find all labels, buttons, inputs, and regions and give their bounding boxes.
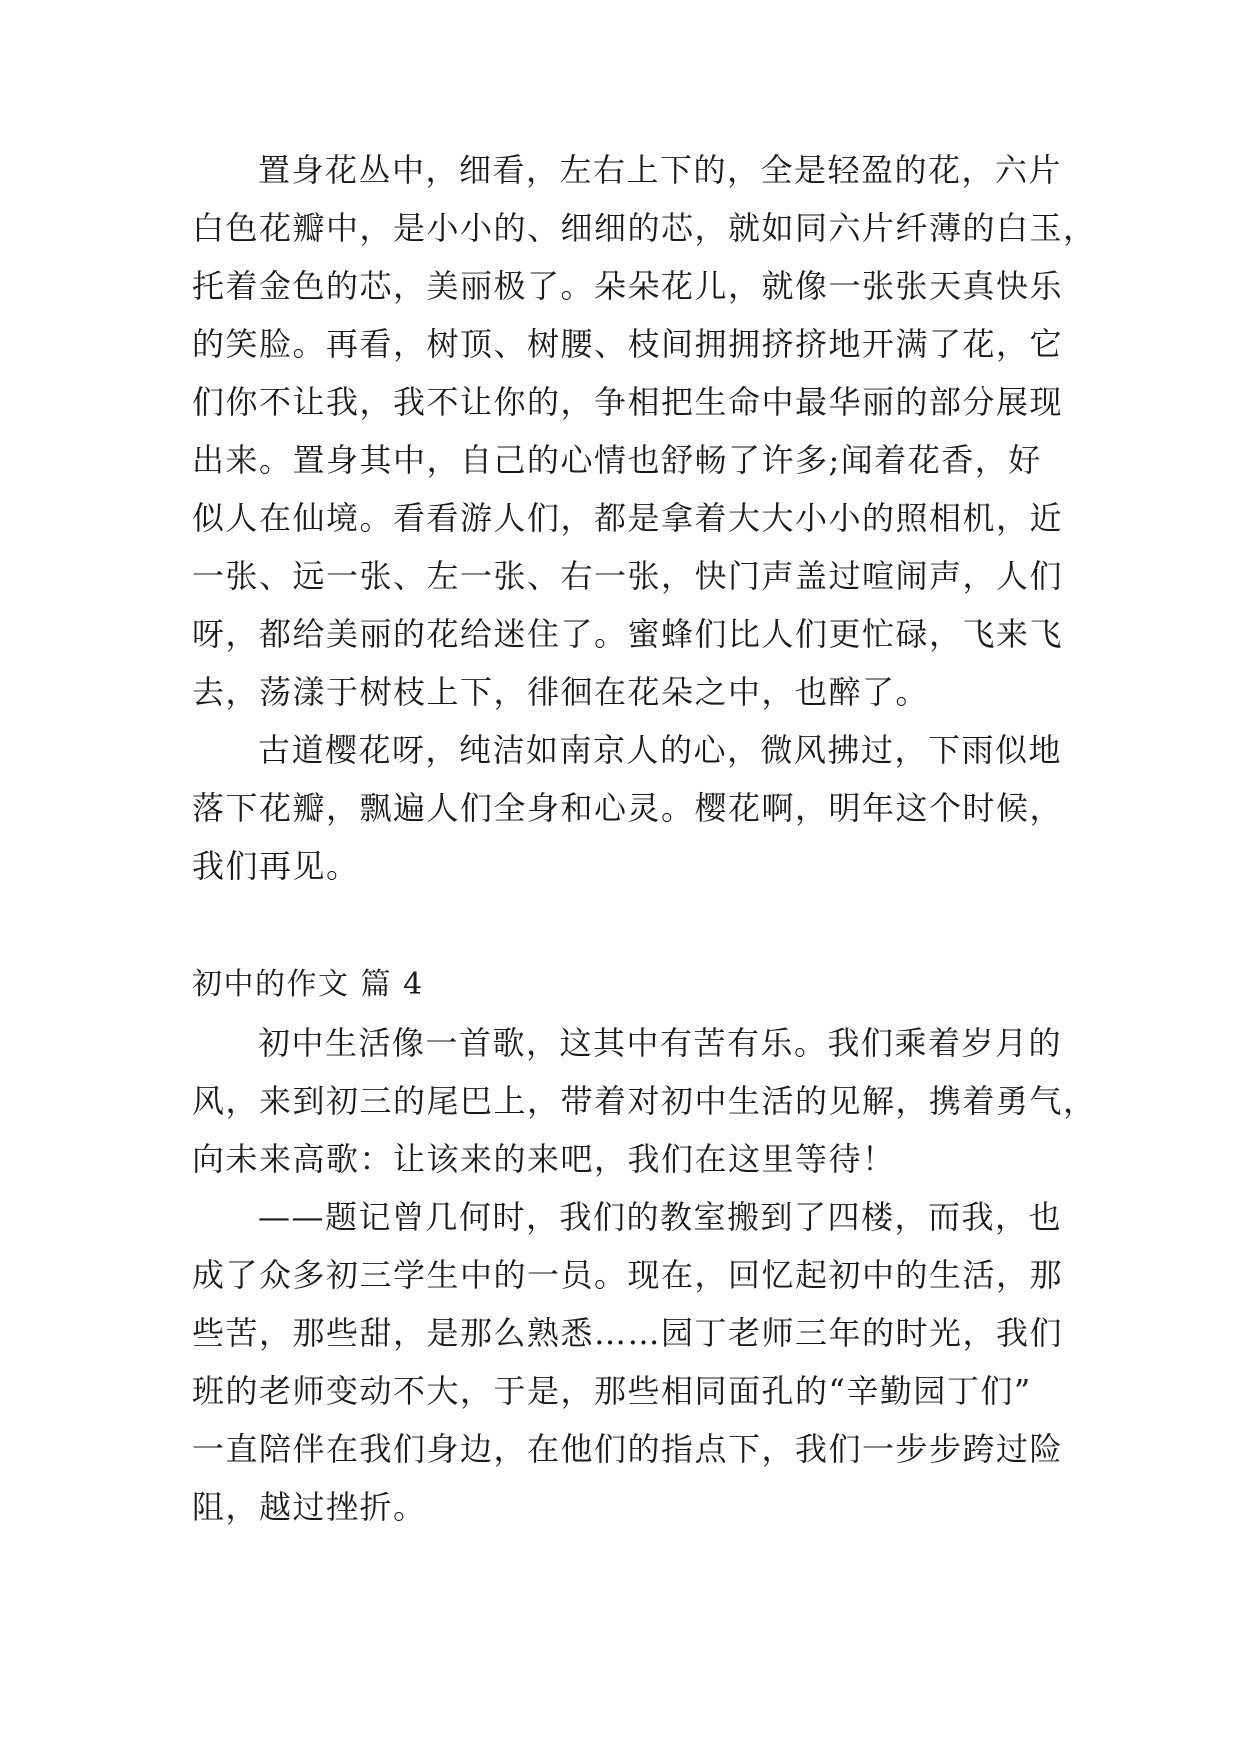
paragraph-4-line-5: 一直陪伴在我们身边，在他们的指点下，我们一步步跨过险 [192,1430,1064,1468]
paragraph-4-line-3: 些苦，那些甜，是那么熟悉……园丁老师三年的时光，我们 [192,1314,1064,1352]
paragraph-3-line-1: 初中生活像一首歌，这其中有苦有乐。我们乘着岁月的 [258,1024,1063,1062]
paragraph-4-line-2: 成了众多初三学生中的一员。现在，回忆起初中的生活，那 [192,1256,1064,1294]
paragraph-1-line-7: 似人在仙境。看看游人们，都是拿着大大小小的照相机，近 [192,499,1064,537]
paragraph-4-line-1: ——题记曾几何时，我们的教室搬到了四楼，而我，也 [258,1198,1063,1236]
paragraph-2-line-3: 我们再见。 [192,847,360,885]
section-heading: 初中的作文 篇 4 [192,967,424,1002]
paragraph-1-line-8: 一张、远一张、左一张、右一张，快门声盖过喧闹声，人们 [192,557,1064,595]
paragraph-4-line-6: 阻，越过挫折。 [192,1488,427,1526]
paragraph-1-line-6: 出来。置身其中，自己的心情也舒畅了许多;闻着花香，好 [192,441,1042,479]
paragraph-4-line-4: 班的老师变动不大，于是，那些相同面孔的“辛勤园丁们” [192,1372,1032,1410]
paragraph-1-line-4: 的笑脸。再看，树顶、树腰、枝间拥拥挤挤地开满了花，它 [192,325,1064,363]
paragraph-1-line-9: 呀，都给美丽的花给迷住了。蜜蜂们比人们更忙碌，飞来飞 [192,615,1064,653]
paragraph-2-line-1: 古道樱花呀，纯洁如南京人的心，微风拂过，下雨似地 [258,731,1063,769]
paragraph-1-line-2: 白色花瓣中，是小小的、细细的芯，就如同六片纤薄的白玉， [192,209,1097,247]
paragraph-2-line-2: 落下花瓣，飘遍人们全身和心灵。樱花啊，明年这个时候， [192,789,1064,827]
paragraph-1-line-5: 们你不让我，我不让你的，争相把生命中最华丽的部分展现 [192,383,1064,421]
paragraph-1-line-10: 去，荡漾于树枝上下，徘徊在花朵之中，也醉了。 [192,673,930,711]
paragraph-1-line-3: 托着金色的芯，美丽极了。朵朵花儿，就像一张张天真快乐 [192,267,1064,305]
paragraph-3-line-2: 风，来到初三的尾巴上，带着对初中生活的见解，携着勇气， [192,1082,1097,1120]
paragraph-3-line-3: 向未来高歌：让该来的来吧，我们在这里等待！ [192,1140,896,1178]
paragraph-1-line-1: 置身花丛中，细看，左右上下的，全是轻盈的花，六片 [258,151,1063,189]
